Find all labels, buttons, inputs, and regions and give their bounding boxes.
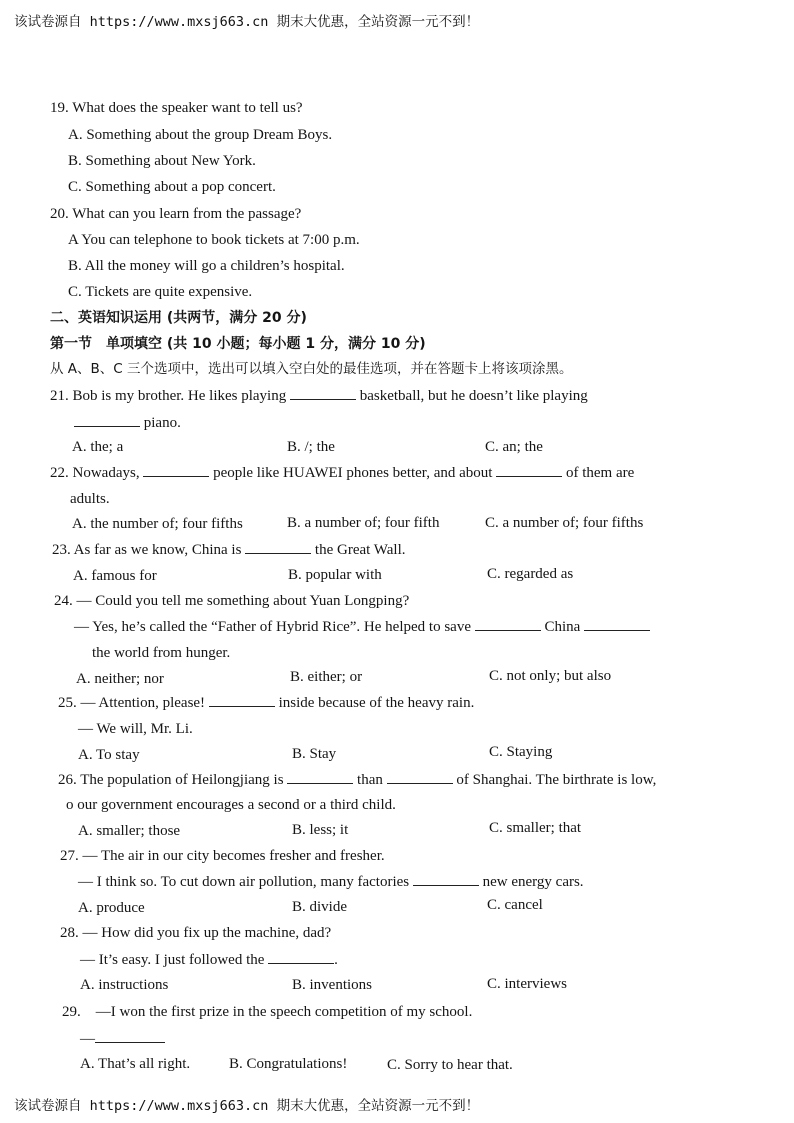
question-23-option-a: A. famous for [73,568,157,584]
question-20-stem: 20. What can you learn from the passage? [50,206,302,222]
question-19-stem: 19. What does the speaker want to tell us? [50,100,303,116]
question-25-line-2: — We will, Mr. Li. [78,721,193,737]
question-21-stem: 21. Bob is my brother. He likes playing basketball, but he doesn’t like playing [50,388,588,404]
answer-blank [95,1029,165,1043]
question-26-line-2: o our government encourages a second or a third child. [66,797,396,813]
question-22-stem: 22. Nowadays, people like HUAWEI phones better, and about of them are [50,465,635,481]
answer-blank [74,413,140,427]
answer-blank [290,386,356,400]
question-29-option-a: A. That’s all right. [80,1056,191,1072]
question-20-option-c: C. Tickets are quite expensive. [68,284,253,300]
section-instruction: 从 A、B、C 三个选项中，选出可以填入空白处的最佳选项，并在答题卡上将该项涂黑。 [50,361,573,377]
question-21-stem-cont: piano. [74,413,181,432]
question-21-option-a: A. the; a [72,439,124,455]
question-28-option-a: A. instructions [80,977,169,993]
question-24-line-3: the world from hunger. [92,645,231,661]
question-26-option-b: B. less; it [292,822,349,838]
answer-blank [287,770,353,784]
bottom-banner: 该试卷源自 https://www.mxsj663.cn 期末大优惠，全站资源一元不到！ [14,1098,480,1114]
question-24-option-b: B. either; or [290,669,363,685]
question-28-option-c: C. interviews [487,976,567,992]
question-23-stem: 23. As far as we know, China is the Great Wall. [52,542,406,558]
question-25-option-c: C. Staying [489,744,553,760]
answer-blank [143,463,209,477]
question-21-option-c: C. an; the [485,439,543,455]
question-29-stem: 29. —I won the first prize in the speech competition of my school. [62,1004,473,1020]
question-27-option-b: B. divide [292,899,347,915]
question-25-option-a: A. To stay [78,747,140,763]
question-24-option-c: C. not only; but also [489,668,612,684]
question-24-stem: 24. — Could you tell me something about Yuan Longping? [54,593,410,609]
question-22-option-a: A. the number of; four fifths [72,516,243,532]
question-24-line-2: — Yes, he’s called the “Father of Hybrid Rice”. He helped to save China [74,617,650,636]
question-23-option-c: C. regarded as [487,566,574,582]
answer-blank [584,617,650,631]
section-2-title: 二、英语知识运用 (共两节，满分 20 分) [50,310,307,326]
question-28-stem: 28. — How did you fix up the machine, dad? [60,925,332,941]
question-22-option-b: B. a number of; four fifth [287,515,440,531]
question-25-option-b: B. Stay [292,746,337,762]
answer-blank [475,617,541,631]
question-27-option-c: C. cancel [487,897,543,913]
question-22-option-c: C. a number of; four fifths [485,515,644,531]
question-26-option-a: A. smaller; those [78,823,181,839]
question-20-option-a: A You can telephone to book tickets at 7:00 p.m. [68,232,360,248]
answer-blank [245,540,311,554]
question-19-option-a: A. Something about the group Dream Boys. [68,127,333,143]
question-29-option-c: C. Sorry to hear that. [387,1057,513,1073]
question-27-stem: 27. — The air in our city becomes fresher and fresher. [60,848,385,864]
question-21-option-b: B. /; the [287,439,335,455]
question-20-option-b: B. All the money will go a children’s hospital. [68,258,345,274]
question-19-option-c: C. Something about a pop concert. [68,179,276,195]
answer-blank [413,872,479,886]
question-26-option-c: C. smaller; that [489,820,582,836]
question-28-option-b: B. inventions [292,977,373,993]
answer-blank [268,950,334,964]
question-22-stem-cont: adults. [70,491,110,507]
top-banner: 该试卷源自 https://www.mxsj663.cn 期末大优惠，全站资源一元不到！ [14,14,480,30]
question-29-option-b: B. Congratulations! [229,1056,348,1072]
question-27-option-a: A. produce [78,900,145,916]
answer-blank [496,463,562,477]
question-28-line-2: — It’s easy. I just followed the . [80,952,338,968]
question-25-stem: 25. — Attention, please! inside because of the heavy rain. [58,695,475,711]
question-27-line-2: — I think so. To cut down air pollution, many factories new energy cars. [78,874,584,890]
question-19-option-b: B. Something about New York. [68,153,256,169]
question-24-option-a: A. neither; nor [76,671,164,687]
answer-blank [387,770,453,784]
part-1-title: 第一节 单项填空 (共 10 小题；每小题 1 分，满分 10 分) [50,336,426,352]
question-23-option-b: B. popular with [288,567,382,583]
answer-blank [209,693,275,707]
question-26-stem: 26. The population of Heilongjiang is than of Shanghai. The birthrate is low, [58,772,657,788]
question-29-line-2: — [80,1029,165,1048]
